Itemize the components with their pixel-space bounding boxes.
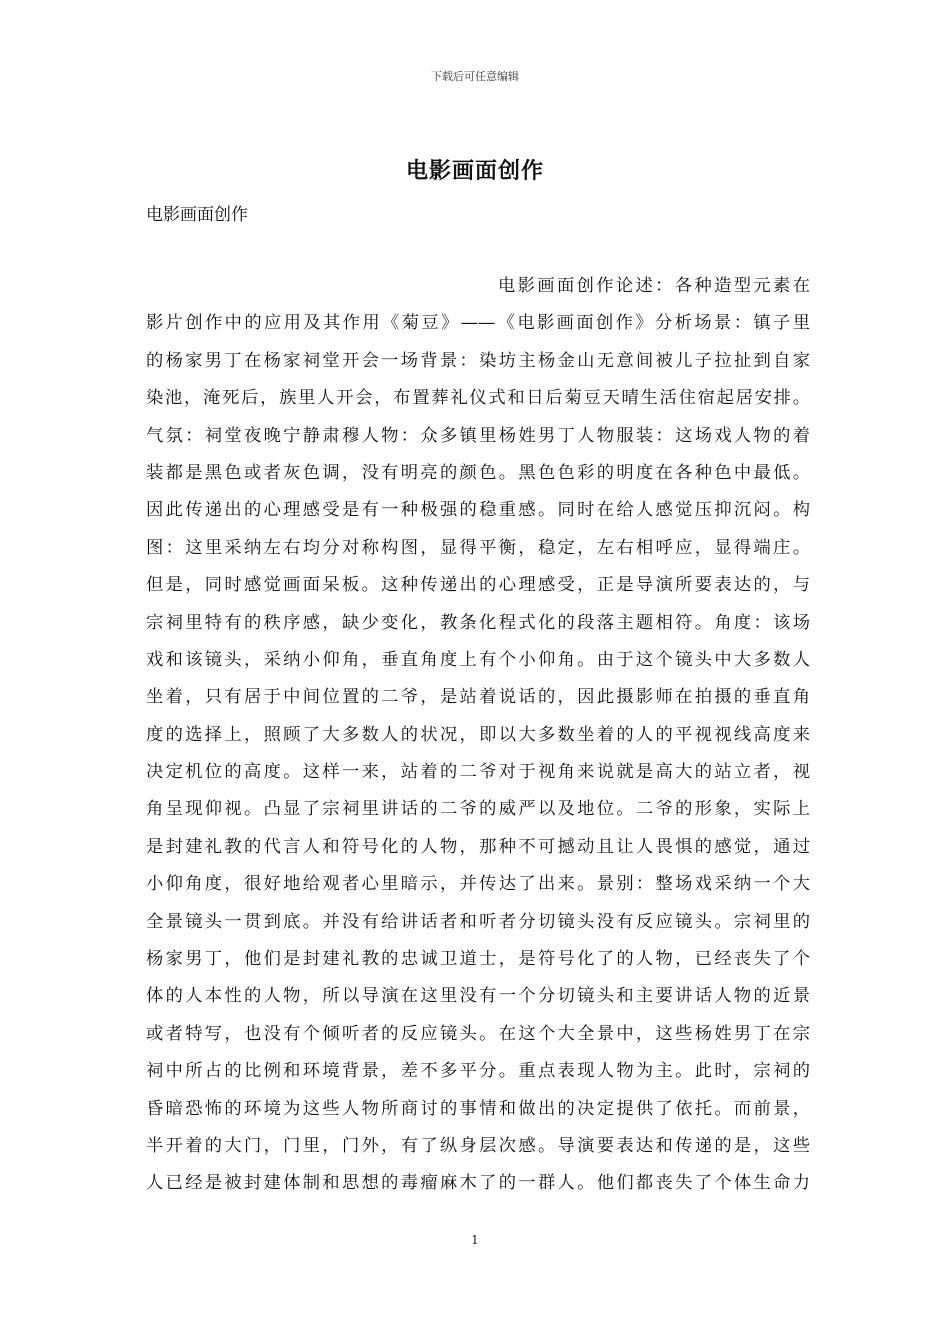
body-line: 因此传递出的心理感受是有一种极强的稳重感。同时在给人感觉压抑沉闷。构: [146, 500, 810, 521]
header-note: 下载后可任意编辑: [431, 70, 519, 83]
body-line: 全景镜头一贯到底。并没有给讲话者和听者分切镜头没有反应镜头。宗祠里的: [146, 911, 810, 932]
body-line: 影片创作中的应用及其作用《菊豆》——《电影画面创作》分析场景：镇子里: [146, 313, 810, 334]
body-line: 宗祠里特有的秩序感，缺少变化，教条化程式化的段落主题相符。角度：该场: [146, 612, 810, 633]
body-line: 但是，同时感觉画面呆板。这种传递出的心理感受，正是导演所要表达的，与: [146, 575, 810, 596]
body-line: 小仰角度，很好地给观者心里暗示，并传达了出来。景别：整场戏采纳一个大: [146, 874, 810, 895]
body-line: 祠中所占的比例和环境背景，差不多平分。重点表现人物为主。此时，宗祠的: [146, 1061, 810, 1082]
body-line: 度的选择上，照顾了大多数人的状况，即以大多数坐着的人的平视视线高度来: [146, 724, 810, 745]
body-line: 人已经是被封建体制和思想的毒瘤麻木了的一群人。他们都丧失了个体生命力: [146, 1173, 810, 1194]
document-subtitle: 电影画面创作: [146, 205, 248, 225]
body-line: 是封建礼教的代言人和符号化的人物，那种不可撼动且让人畏惧的感觉，通过: [146, 836, 810, 857]
body-line: 半开着的大门，门里，门外，有了纵身层次感。导演要表达和传递的是，这些: [146, 1135, 810, 1156]
body-line: 染池，淹死后，族里人开会，布置葬礼仪式和日后菊豆天晴生活住宿起居安排。: [146, 388, 810, 409]
body-line: 的杨家男丁在杨家祠堂开会一场背景：染坊主杨金山无意间被儿子拉扯到自家: [146, 350, 810, 371]
body-line: 电影画面创作论述：各种造型元素在: [498, 276, 810, 296]
document-title: 电影画面创作: [405, 158, 544, 184]
body-line: 装都是黑色或者灰色调，没有明亮的颜色。黑色色彩的明度在各种色中最低。: [146, 462, 810, 483]
body-text: [146, 272, 810, 1207]
body-line: 坐着，只有居于中间位置的二爷，是站着说话的，因此摄影师在拍摄的垂直角: [146, 687, 810, 708]
body-line: 气氛：祠堂夜晚宁静肃穆人物：众多镇里杨姓男丁人物服装：这场戏人物的着: [146, 425, 810, 446]
body-line: 杨家男丁，他们是封建礼教的忠诚卫道士，是符号化了的人物，已经丧失了个: [146, 949, 810, 970]
body-line: 或者特写，也没有个倾听者的反应镜头。在这个大全景中，这些杨姓男丁在宗: [146, 1023, 810, 1044]
body-line: 体的人本性的人物，所以导演在这里没有一个分切镜头和主要讲话人物的近景: [146, 986, 810, 1007]
body-line: 戏和该镜头，采纳小仰角，垂直角度上有个小仰角。由于这个镜头中大多数人: [146, 649, 810, 670]
body-line: 图：这里采纳左右均分对称构图，显得平衡，稳定，左右相呼应，显得端庄。: [146, 537, 810, 558]
body-line: 昏暗恐怖的环境为这些人物所商讨的事情和做出的决定提供了依托。而前景，: [146, 1098, 810, 1119]
page-number: 1: [471, 1233, 479, 1247]
body-line: 角呈现仰视。凸显了宗祠里讲话的二爷的威严以及地位。二爷的形象，实际上: [146, 799, 810, 820]
body-line: 决定机位的高度。这样一来，站着的二爷对于视角来说就是高大的站立者，视: [146, 762, 810, 783]
